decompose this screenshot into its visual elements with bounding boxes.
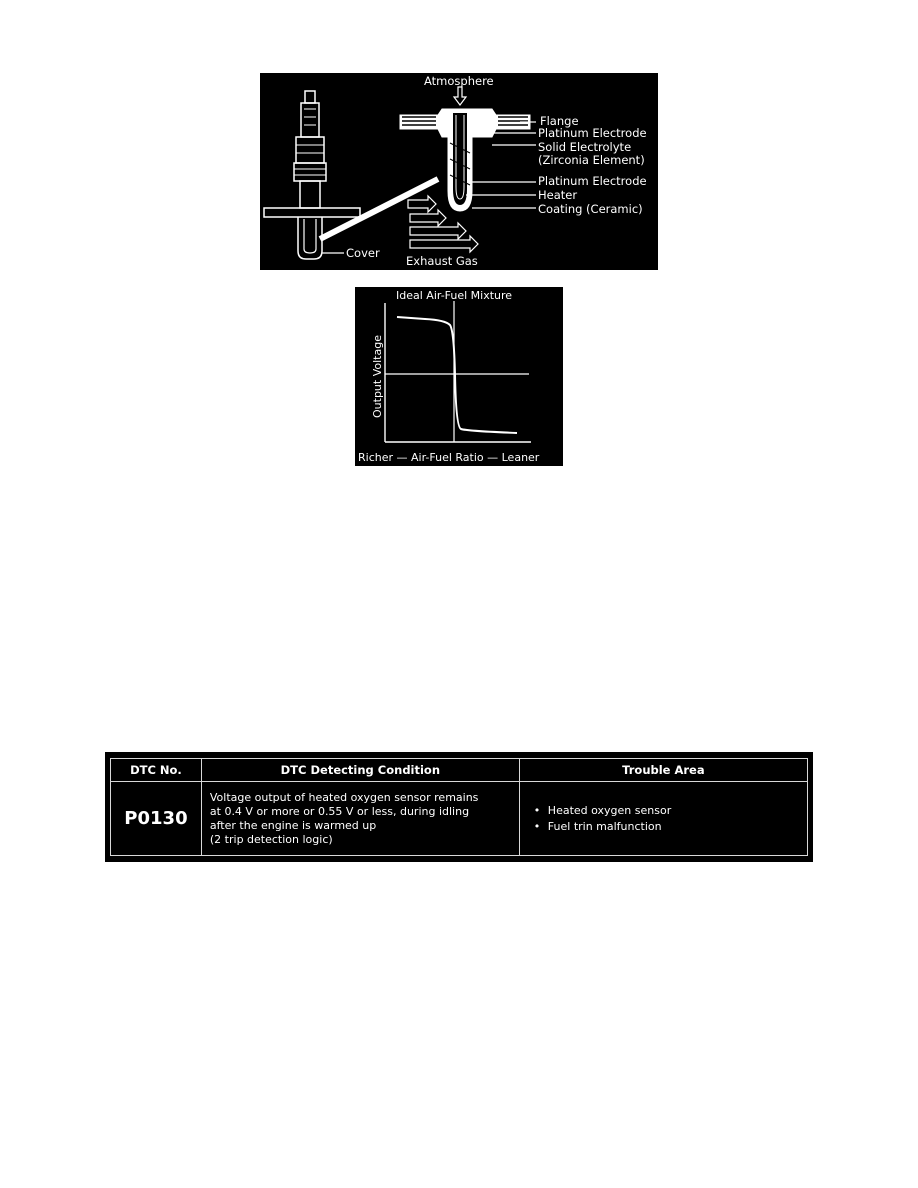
trouble-area-list: [532, 803, 803, 835]
label-atmosphere: Atmosphere: [424, 74, 494, 88]
output-curve: [397, 317, 517, 433]
header-dtc-no: DTC No.: [111, 759, 202, 782]
label-heater: Heater: [538, 188, 578, 202]
label-solid-electrolyte: Solid Electrolyte: [538, 140, 632, 154]
label-exhaust-gas: Exhaust Gas: [406, 254, 478, 268]
header-detecting-condition: DTC Detecting Condition: [201, 759, 519, 782]
list-item: • Heated oxygen sensor: [532, 803, 803, 819]
list-item: • Fuel trin malfunction: [532, 819, 803, 835]
label-platinum-electrode-2: Platinum Electrode: [538, 174, 647, 188]
sensor-diagram: [260, 73, 658, 270]
dtc-table: [110, 758, 808, 856]
condition-line: Voltage output of heated oxygen sensor remains: [209, 790, 479, 804]
condition-line: (2 trip detection logic): [209, 832, 333, 846]
condition-line: at 0.4 V or more or 0.55 V or less, during idling: [209, 804, 470, 818]
output-voltage-graph: [355, 287, 563, 466]
output-voltage-graph-drawing: [355, 287, 563, 466]
graph-ylabel: Output Voltage: [371, 335, 384, 418]
detecting-condition: [201, 782, 519, 856]
label-zirconia-element: (Zirconia Element): [538, 153, 645, 167]
sensor-diagram-drawing: [260, 73, 658, 270]
trouble-area: [519, 782, 807, 856]
header-trouble-area: Trouble Area: [519, 759, 807, 782]
label-flange: Flange: [540, 114, 579, 128]
condition-line: after the engine is warmed up: [209, 818, 377, 832]
graph-xlabel: Richer — Air-Fuel Ratio — Leaner: [358, 451, 540, 464]
dtc-code: P0130: [111, 782, 202, 856]
label-cover: Cover: [346, 246, 380, 260]
label-platinum-electrode-1: Platinum Electrode: [538, 126, 647, 140]
label-coating: Coating (Ceramic): [538, 202, 643, 216]
graph-title: Ideal Air-Fuel Mixture: [396, 289, 513, 302]
table-row: [111, 782, 808, 856]
table-header-row: [111, 759, 808, 782]
dtc-table-container: [105, 752, 813, 862]
